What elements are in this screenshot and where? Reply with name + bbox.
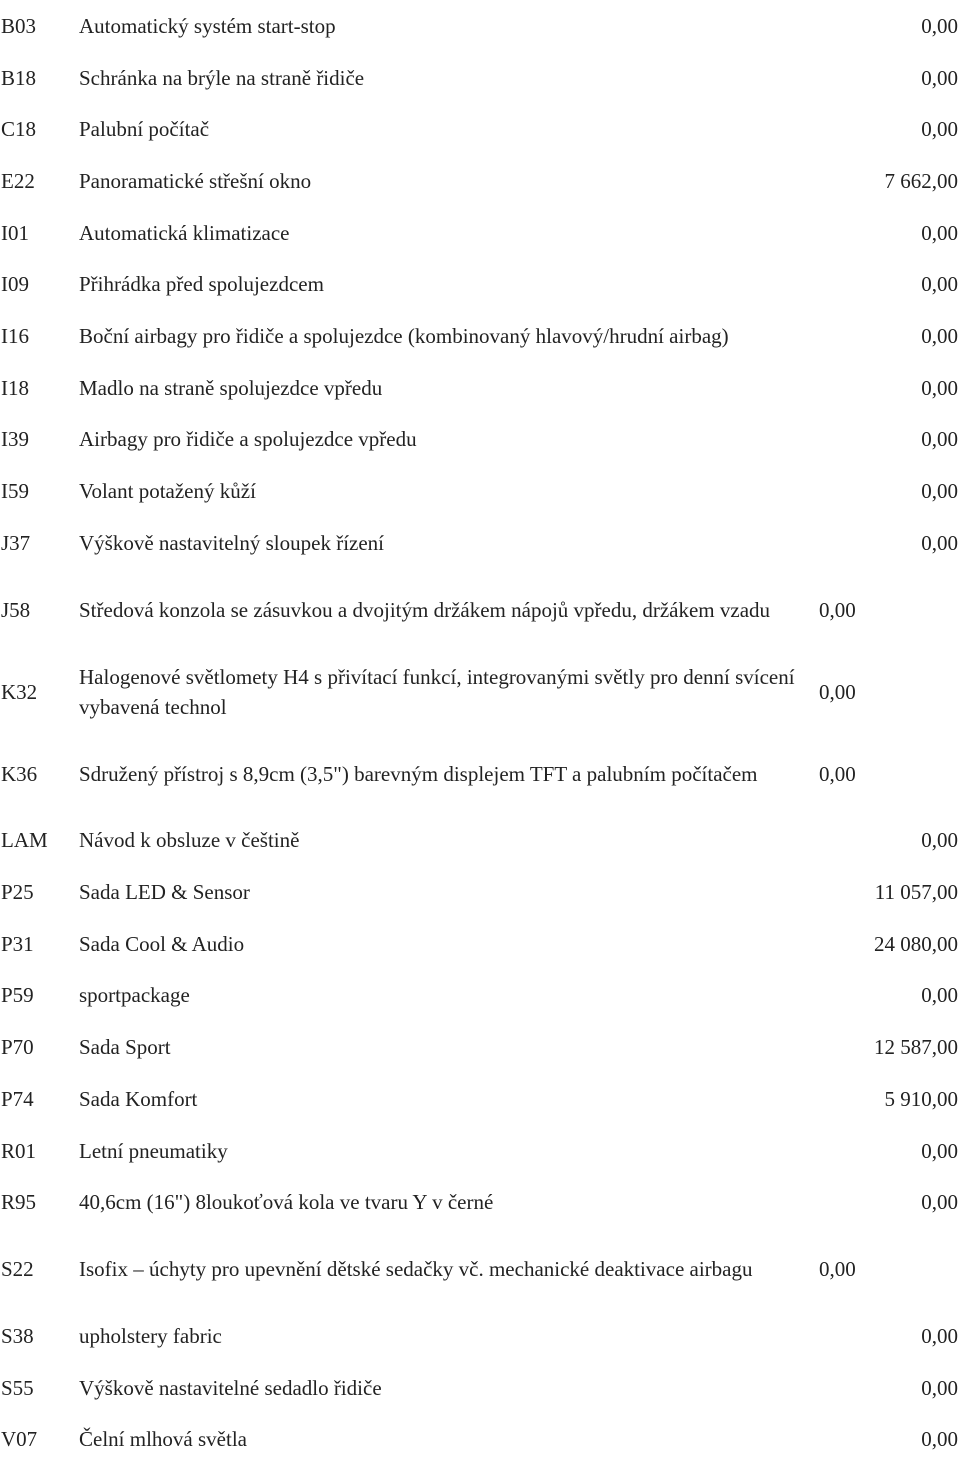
list-item bbox=[0, 1413, 958, 1465]
list-item bbox=[0, 970, 958, 1022]
option-code: V07 bbox=[1, 1427, 38, 1452]
list-item bbox=[0, 1310, 958, 1362]
option-code: B03 bbox=[1, 13, 37, 38]
option-code: J37 bbox=[1, 530, 31, 555]
option-description: Středová konzola se zásuvkou a dvojitým držákem nápojů vpředu, držákem vzadu bbox=[79, 597, 771, 622]
option-price: 5 910,00 bbox=[884, 1086, 958, 1111]
option-code: P74 bbox=[1, 1086, 34, 1111]
option-description: Sada Sport bbox=[79, 1035, 171, 1060]
list-item bbox=[0, 465, 958, 517]
option-price: 0,00 bbox=[921, 323, 958, 348]
option-description: Sada Komfort bbox=[79, 1086, 198, 1111]
option-code: E22 bbox=[1, 168, 35, 193]
list-item bbox=[0, 258, 958, 310]
list-item bbox=[0, 52, 958, 104]
list-item bbox=[0, 1021, 958, 1073]
option-price: 7 662,00 bbox=[884, 168, 958, 193]
option-price: 24 080,00 bbox=[874, 931, 958, 956]
option-description: Sada Cool & Audio bbox=[79, 931, 245, 956]
option-price: 11 057,00 bbox=[874, 880, 958, 905]
option-description: Boční airbagy pro řidiče a spolujezdce (kombinovaný hlavový/hrudní airbag) bbox=[79, 323, 729, 348]
option-code: I01 bbox=[1, 220, 29, 245]
list-item bbox=[0, 1362, 958, 1414]
option-code: P70 bbox=[1, 1035, 34, 1060]
option-description: Schránka na brýle na straně řidiče bbox=[79, 65, 365, 90]
option-code: J58 bbox=[1, 597, 31, 622]
option-description: Palubní počítač bbox=[79, 117, 210, 142]
list-item bbox=[0, 103, 958, 155]
option-description: Sdružený přístroj s 8,9cm (3,5") barevným displejem TFT a palubním počítačem bbox=[79, 761, 758, 786]
option-price: 0,00 bbox=[921, 1375, 958, 1400]
option-price: 0,00 bbox=[921, 530, 958, 555]
option-description: Výškově nastavitelný sloupek řízení bbox=[79, 530, 385, 555]
option-description: Čelní mlhová světla bbox=[79, 1427, 247, 1452]
option-code: I16 bbox=[1, 323, 29, 348]
list-item bbox=[0, 517, 958, 569]
list-item bbox=[0, 310, 958, 362]
option-price: 0,00 bbox=[921, 220, 958, 245]
option-description: Halogenové světlomety H4 s přivítací funkcí, integrovanými světly pro denní svícení vybavená technol bbox=[79, 664, 795, 719]
option-code: LAM bbox=[1, 828, 48, 853]
option-code: R01 bbox=[1, 1138, 37, 1163]
option-description: Isofix – úchyty pro upevnění dětské sedačky vč. mechanické deaktivace airbagu bbox=[79, 1257, 753, 1282]
option-code: I39 bbox=[1, 427, 29, 452]
option-description: Výškově nastavitelné sedadlo řidiče bbox=[79, 1375, 382, 1400]
option-description: Panoramatické střešní okno bbox=[79, 168, 312, 193]
list-item bbox=[0, 918, 958, 970]
option-code: B18 bbox=[1, 65, 37, 90]
option-code: I09 bbox=[1, 272, 29, 297]
list-item bbox=[0, 1125, 958, 1177]
option-code: P25 bbox=[1, 880, 34, 905]
option-description: upholstery fabric bbox=[79, 1323, 222, 1348]
option-code: I59 bbox=[1, 479, 29, 504]
option-description: Letní pneumatiky bbox=[79, 1138, 228, 1163]
list-item bbox=[0, 733, 958, 815]
option-price: 0,00 bbox=[921, 65, 958, 90]
option-price: 0,00 bbox=[819, 761, 856, 786]
option-price: 0,00 bbox=[921, 272, 958, 297]
list-item bbox=[0, 815, 958, 867]
option-price: 0,00 bbox=[921, 1427, 958, 1452]
option-price: 0,00 bbox=[921, 1138, 958, 1163]
option-price: 0,00 bbox=[819, 1257, 856, 1282]
option-description: Sada LED & Sensor bbox=[79, 880, 250, 905]
list-item bbox=[0, 207, 958, 259]
option-price: 0,00 bbox=[921, 427, 958, 452]
list-item bbox=[0, 866, 958, 918]
option-price: 0,00 bbox=[819, 679, 856, 704]
option-code: S22 bbox=[1, 1257, 34, 1282]
option-description: Automatická klimatizace bbox=[79, 220, 290, 245]
option-price: 0,00 bbox=[921, 375, 958, 400]
option-price: 0,00 bbox=[921, 983, 958, 1008]
list-item bbox=[0, 1073, 958, 1125]
option-code: P59 bbox=[1, 983, 34, 1008]
option-price: 0,00 bbox=[921, 117, 958, 142]
option-description: 40,6cm (16") 8loukoťová kola ve tvaru Y v černé bbox=[79, 1190, 494, 1215]
option-code: C18 bbox=[1, 117, 37, 142]
option-code: I18 bbox=[1, 375, 29, 400]
option-code: K32 bbox=[1, 679, 38, 704]
list-item bbox=[0, 1228, 958, 1310]
option-price: 12 587,00 bbox=[874, 1035, 958, 1060]
option-code: R95 bbox=[1, 1190, 37, 1215]
list-item bbox=[0, 1176, 958, 1228]
list-item bbox=[0, 414, 958, 466]
option-price: 0,00 bbox=[921, 828, 958, 853]
option-description: Přihrádka před spolujezdcem bbox=[79, 272, 324, 297]
option-code: S38 bbox=[1, 1323, 34, 1348]
option-code: K36 bbox=[1, 761, 38, 786]
option-price: 0,00 bbox=[921, 13, 958, 38]
list-item bbox=[0, 651, 958, 733]
option-description: Návod k obsluze v češtině bbox=[79, 828, 300, 853]
option-description: sportpackage bbox=[79, 983, 190, 1008]
option-price: 0,00 bbox=[819, 597, 856, 622]
list-item bbox=[0, 569, 958, 651]
option-code: P31 bbox=[1, 931, 34, 956]
option-description: Automatický systém start-stop bbox=[79, 13, 336, 38]
option-price: 0,00 bbox=[921, 479, 958, 504]
list-item bbox=[0, 0, 958, 52]
list-item bbox=[0, 362, 958, 414]
option-price: 0,00 bbox=[921, 1190, 958, 1215]
option-description: Volant potažený kůží bbox=[79, 479, 256, 504]
option-description: Airbagy pro řidiče a spolujezdce vpředu bbox=[79, 427, 417, 452]
option-code: S55 bbox=[1, 1375, 34, 1400]
option-price: 0,00 bbox=[921, 1323, 958, 1348]
list-item bbox=[0, 155, 958, 207]
option-description: Madlo na straně spolujezdce vpředu bbox=[79, 375, 383, 400]
